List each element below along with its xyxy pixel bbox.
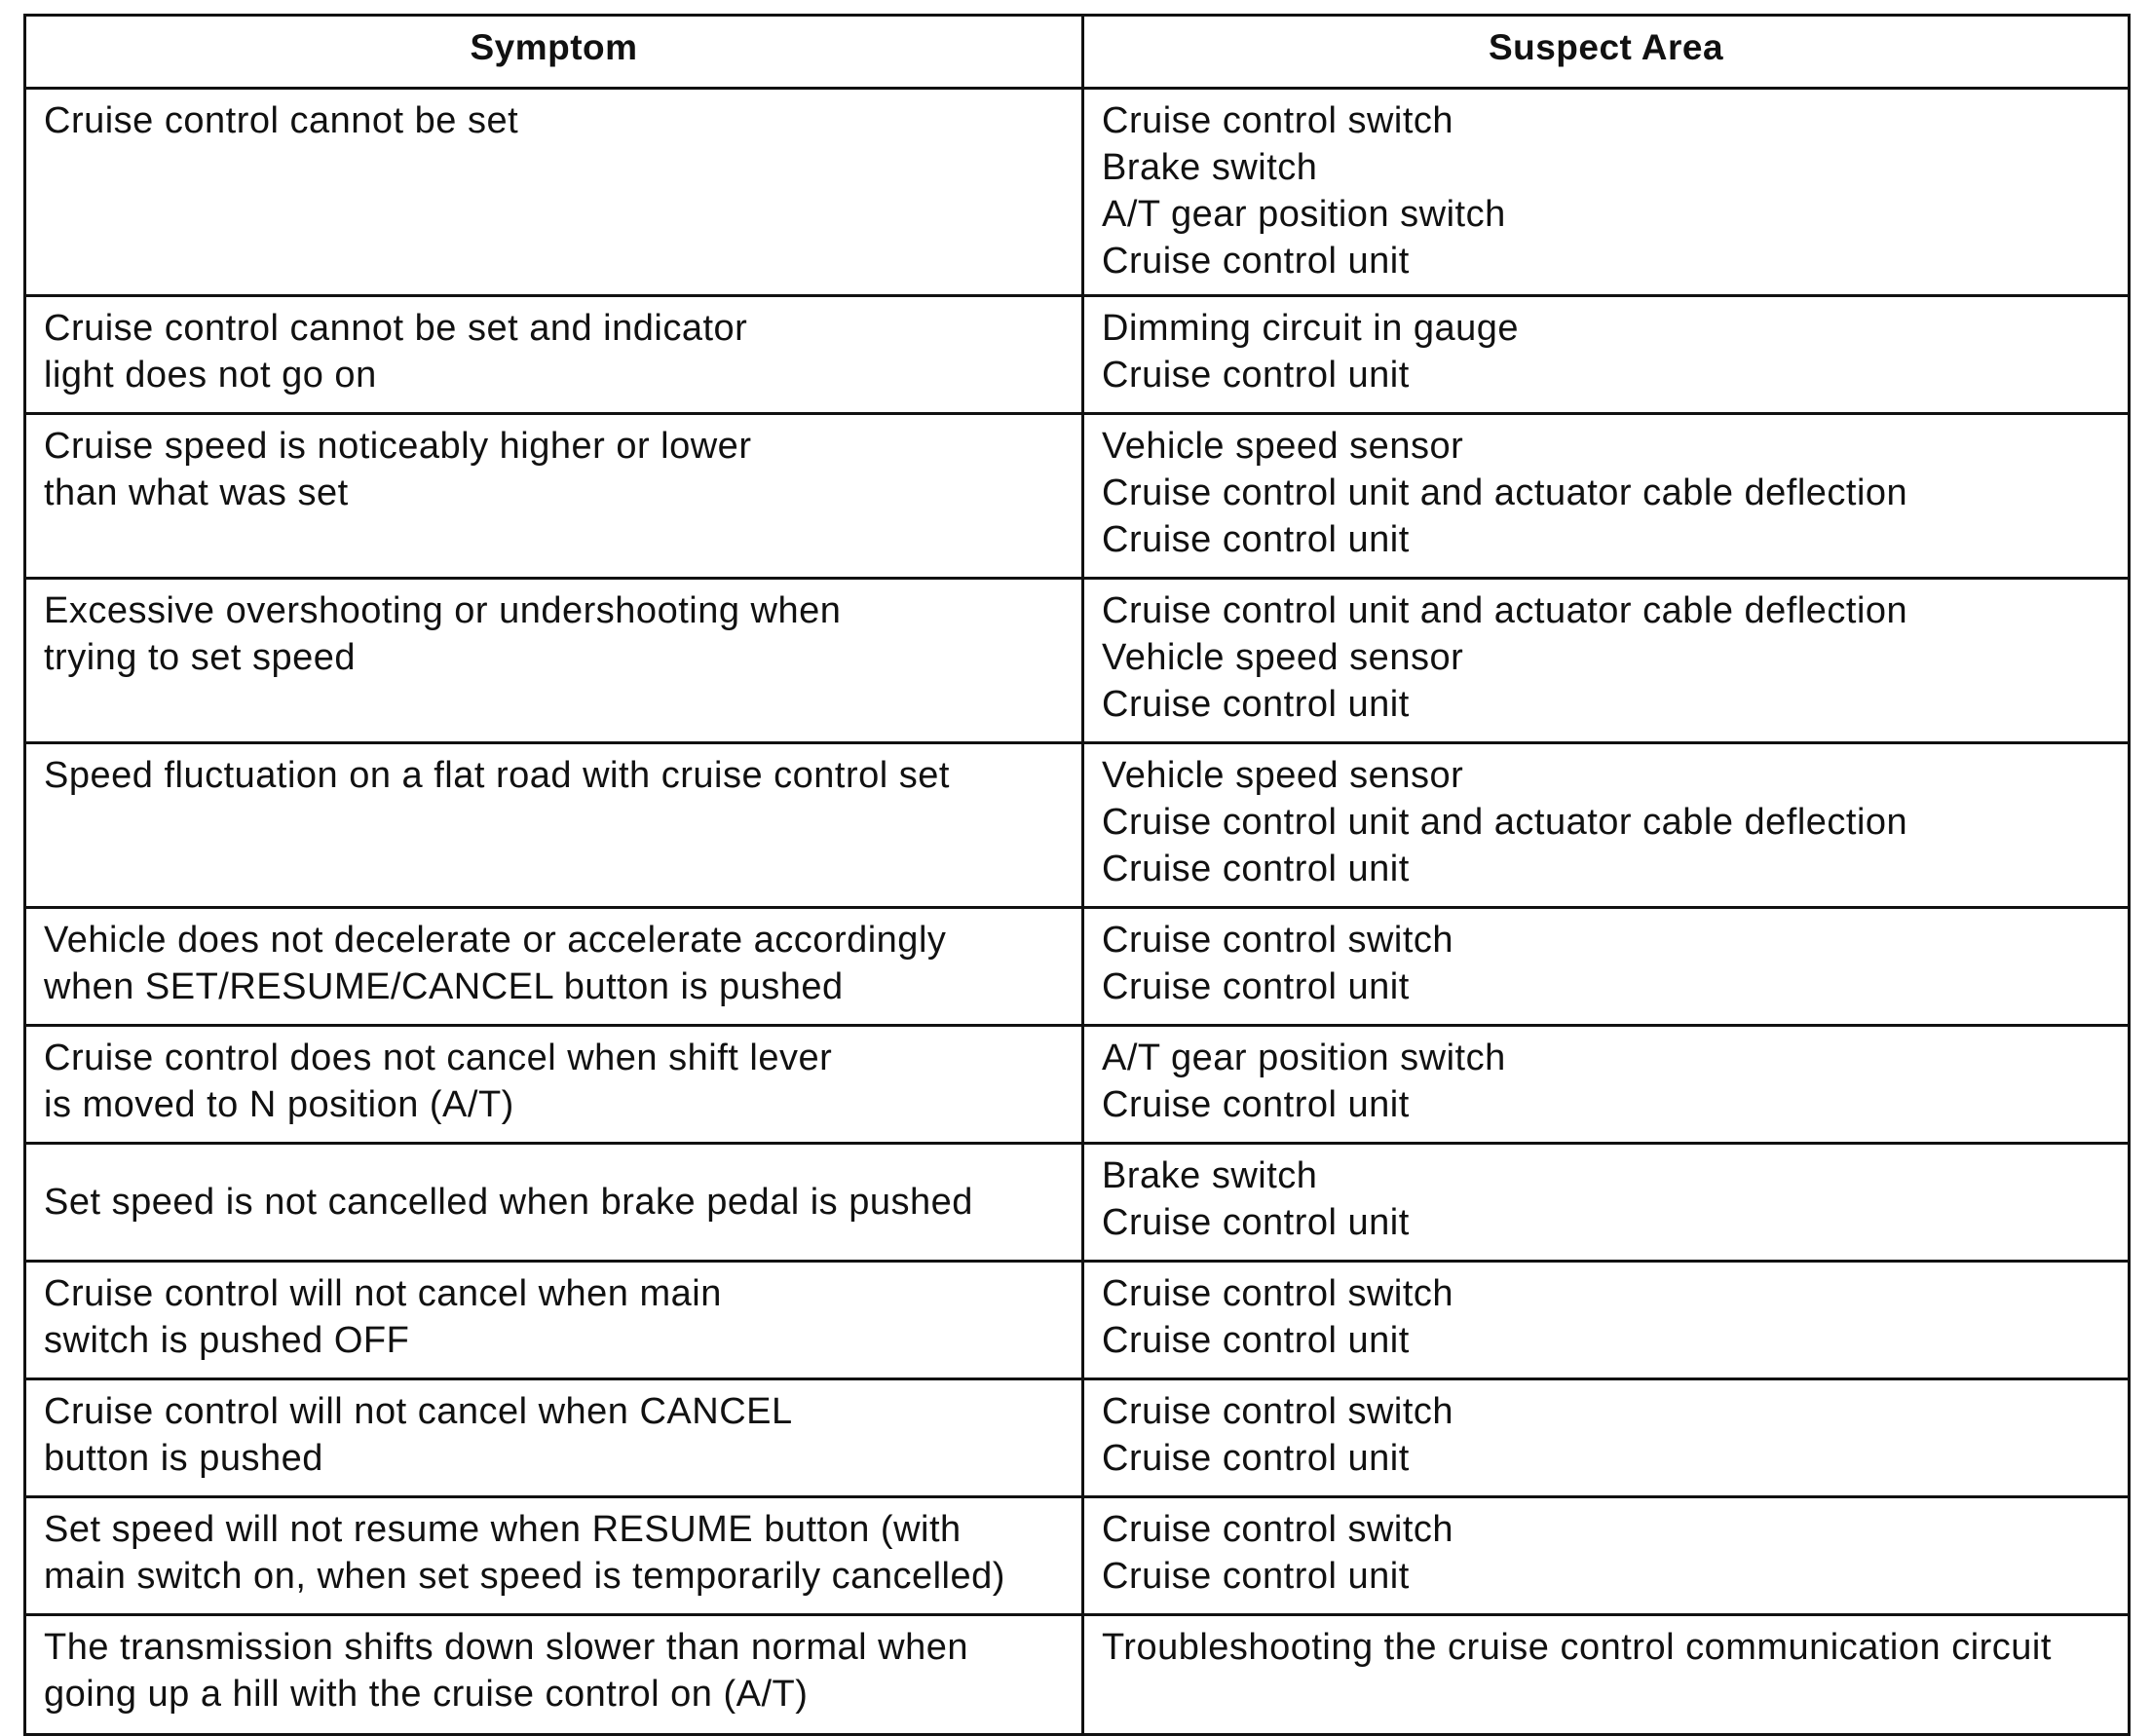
symptom-cell	[25, 908, 1083, 1026]
table-row	[25, 579, 2130, 743]
suspect-item: Cruise control unit	[1102, 1438, 1410, 1479]
symptom-text: Cruise control cannot be set	[44, 100, 519, 141]
symptom-text: is moved to N position (A/T)	[44, 1084, 514, 1125]
symptom-text: Set speed will not resume when RESUME button (with	[44, 1509, 962, 1550]
suspect-item: Cruise control unit	[1102, 1084, 1410, 1125]
troubleshooting-table-wrapper	[23, 14, 2128, 1736]
symptom-text: Vehicle does not decelerate or accelerate accordingly	[44, 920, 947, 961]
suspect-area-cell	[1083, 1262, 2130, 1379]
suspect-area-cell	[1083, 908, 2130, 1026]
suspect-item: Cruise control unit and actuator cable deflection	[1102, 590, 1908, 631]
suspect-item: Brake switch	[1102, 147, 1318, 188]
suspect-item: Troubleshooting the cruise control communication circuit	[1102, 1627, 2052, 1668]
suspect-item: Cruise control switch	[1102, 1273, 1454, 1314]
symptom-text: Cruise speed is noticeably higher or lower	[44, 426, 752, 467]
suspect-item: Cruise control unit	[1102, 1320, 1410, 1361]
suspect-area-cell	[1083, 1379, 2130, 1497]
suspect-item: Cruise control unit and actuator cable deflection	[1102, 472, 1908, 513]
symptom-text: Set speed is not cancelled when brake pedal is pushed	[44, 1182, 973, 1223]
table-row	[25, 908, 2130, 1026]
symptom-text: Cruise control will not cancel when CANCEL	[44, 1391, 793, 1432]
table-row	[25, 1144, 2130, 1262]
symptom-text: Speed fluctuation on a flat road with cruise control set	[44, 755, 950, 796]
table-row	[25, 89, 2130, 296]
suspect-area-cell	[1083, 1026, 2130, 1144]
symptom-text: switch is pushed OFF	[44, 1320, 410, 1361]
suspect-area-cell	[1083, 1144, 2130, 1262]
symptom-text: The transmission shifts down slower than normal when	[44, 1627, 968, 1668]
symptom-text: Cruise control does not cancel when shift lever	[44, 1038, 833, 1078]
suspect-area-cell	[1083, 296, 2130, 414]
table-row	[25, 1026, 2130, 1144]
table-row	[25, 743, 2130, 908]
table-row	[25, 296, 2130, 414]
suspect-area-cell	[1083, 414, 2130, 579]
symptom-cell	[25, 743, 1083, 908]
suspect-item: Dimming circuit in gauge	[1102, 308, 1520, 349]
suspect-item: Cruise control unit	[1102, 1556, 1410, 1597]
suspect-item: Cruise control unit	[1102, 849, 1410, 889]
symptom-cell	[25, 89, 1083, 296]
symptom-cell	[25, 296, 1083, 414]
suspect-item: A/T gear position switch	[1102, 194, 1506, 235]
suspect-item: Vehicle speed sensor	[1102, 755, 1464, 796]
table-row	[25, 1262, 2130, 1379]
symptom-text: button is pushed	[44, 1438, 323, 1479]
suspect-area-cell	[1083, 1497, 2130, 1615]
suspect-item: Cruise control unit	[1102, 519, 1410, 560]
suspect-item: Cruise control unit	[1102, 684, 1410, 725]
symptom-cell	[25, 1144, 1083, 1262]
symptom-cell	[25, 1262, 1083, 1379]
symptom-text: light does not go on	[44, 355, 377, 396]
suspect-item: Brake switch	[1102, 1155, 1318, 1196]
suspect-item: Cruise control switch	[1102, 100, 1454, 141]
header-symptom: Symptom	[25, 16, 1083, 89]
symptom-cell	[25, 1379, 1083, 1497]
symptom-text: when SET/RESUME/CANCEL button is pushed	[44, 966, 844, 1007]
table-row	[25, 1497, 2130, 1615]
suspect-item: Cruise control unit	[1102, 1202, 1410, 1243]
symptom-text: main switch on, when set speed is temporarily cancelled)	[44, 1556, 1005, 1597]
suspect-area-cell	[1083, 579, 2130, 743]
symptom-text: Cruise control will not cancel when main	[44, 1273, 722, 1314]
troubleshooting-table	[23, 14, 2131, 1736]
suspect-item: Cruise control unit	[1102, 966, 1410, 1007]
symptom-cell	[25, 1026, 1083, 1144]
suspect-item: Vehicle speed sensor	[1102, 637, 1464, 678]
suspect-item: Vehicle speed sensor	[1102, 426, 1464, 467]
suspect-item: Cruise control switch	[1102, 920, 1454, 961]
suspect-item: Cruise control switch	[1102, 1391, 1454, 1432]
table-row	[25, 1615, 2130, 1735]
symptom-cell	[25, 579, 1083, 743]
symptom-cell	[25, 1497, 1083, 1615]
suspect-item: Cruise control switch	[1102, 1509, 1454, 1550]
suspect-area-cell	[1083, 1615, 2130, 1735]
symptom-cell	[25, 1615, 1083, 1735]
suspect-item: Cruise control unit and actuator cable deflection	[1102, 802, 1908, 843]
symptom-text: Excessive overshooting or undershooting when	[44, 590, 842, 631]
header-row	[25, 16, 2130, 89]
header-suspect-area: Suspect Area	[1083, 16, 2130, 89]
suspect-item: Cruise control unit	[1102, 355, 1410, 396]
suspect-area-cell	[1083, 89, 2130, 296]
symptom-text: trying to set speed	[44, 637, 357, 678]
suspect-item: Cruise control unit	[1102, 241, 1410, 282]
symptom-cell	[25, 414, 1083, 579]
suspect-item: A/T gear position switch	[1102, 1038, 1506, 1078]
table-row	[25, 414, 2130, 579]
table-row	[25, 1379, 2130, 1497]
suspect-area-cell	[1083, 743, 2130, 908]
symptom-text: Cruise control cannot be set and indicator	[44, 308, 748, 349]
symptom-text: going up a hill with the cruise control on (A/T)	[44, 1674, 809, 1715]
symptom-text: than what was set	[44, 472, 349, 513]
